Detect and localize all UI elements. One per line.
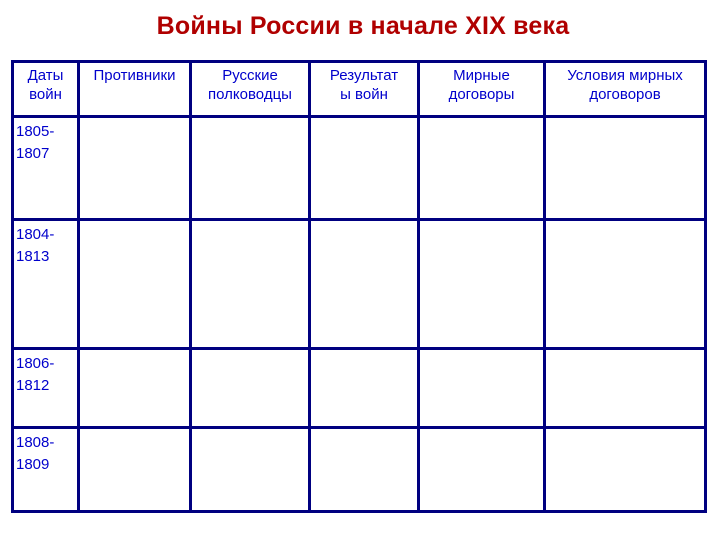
- header-dates: Даты войн: [27, 67, 64, 103]
- row-divider: [14, 426, 704, 429]
- wars-table: [11, 60, 707, 513]
- page-title: Войны России в начале XIX века: [156, 12, 570, 40]
- header-treaty-terms: Условия мирных договоров: [567, 67, 683, 103]
- row-divider: [14, 115, 704, 118]
- column-divider: [543, 63, 546, 510]
- row-dates: 1804- 1813: [16, 226, 55, 265]
- row-divider: [14, 347, 704, 350]
- column-divider: [189, 63, 192, 510]
- header-treaties: Мирные договоры: [448, 67, 515, 103]
- row-dates: 1808- 1809: [16, 434, 55, 473]
- row-dates: 1806- 1812: [16, 355, 55, 394]
- header-opponents: Противники: [93, 67, 176, 84]
- column-divider: [417, 63, 420, 510]
- row-dates: 1805- 1807: [16, 123, 55, 162]
- header-commanders: Русские полководцы: [208, 67, 292, 103]
- row-divider: [14, 218, 704, 221]
- header-results: Результат ы войн: [329, 67, 399, 103]
- column-divider: [308, 63, 311, 510]
